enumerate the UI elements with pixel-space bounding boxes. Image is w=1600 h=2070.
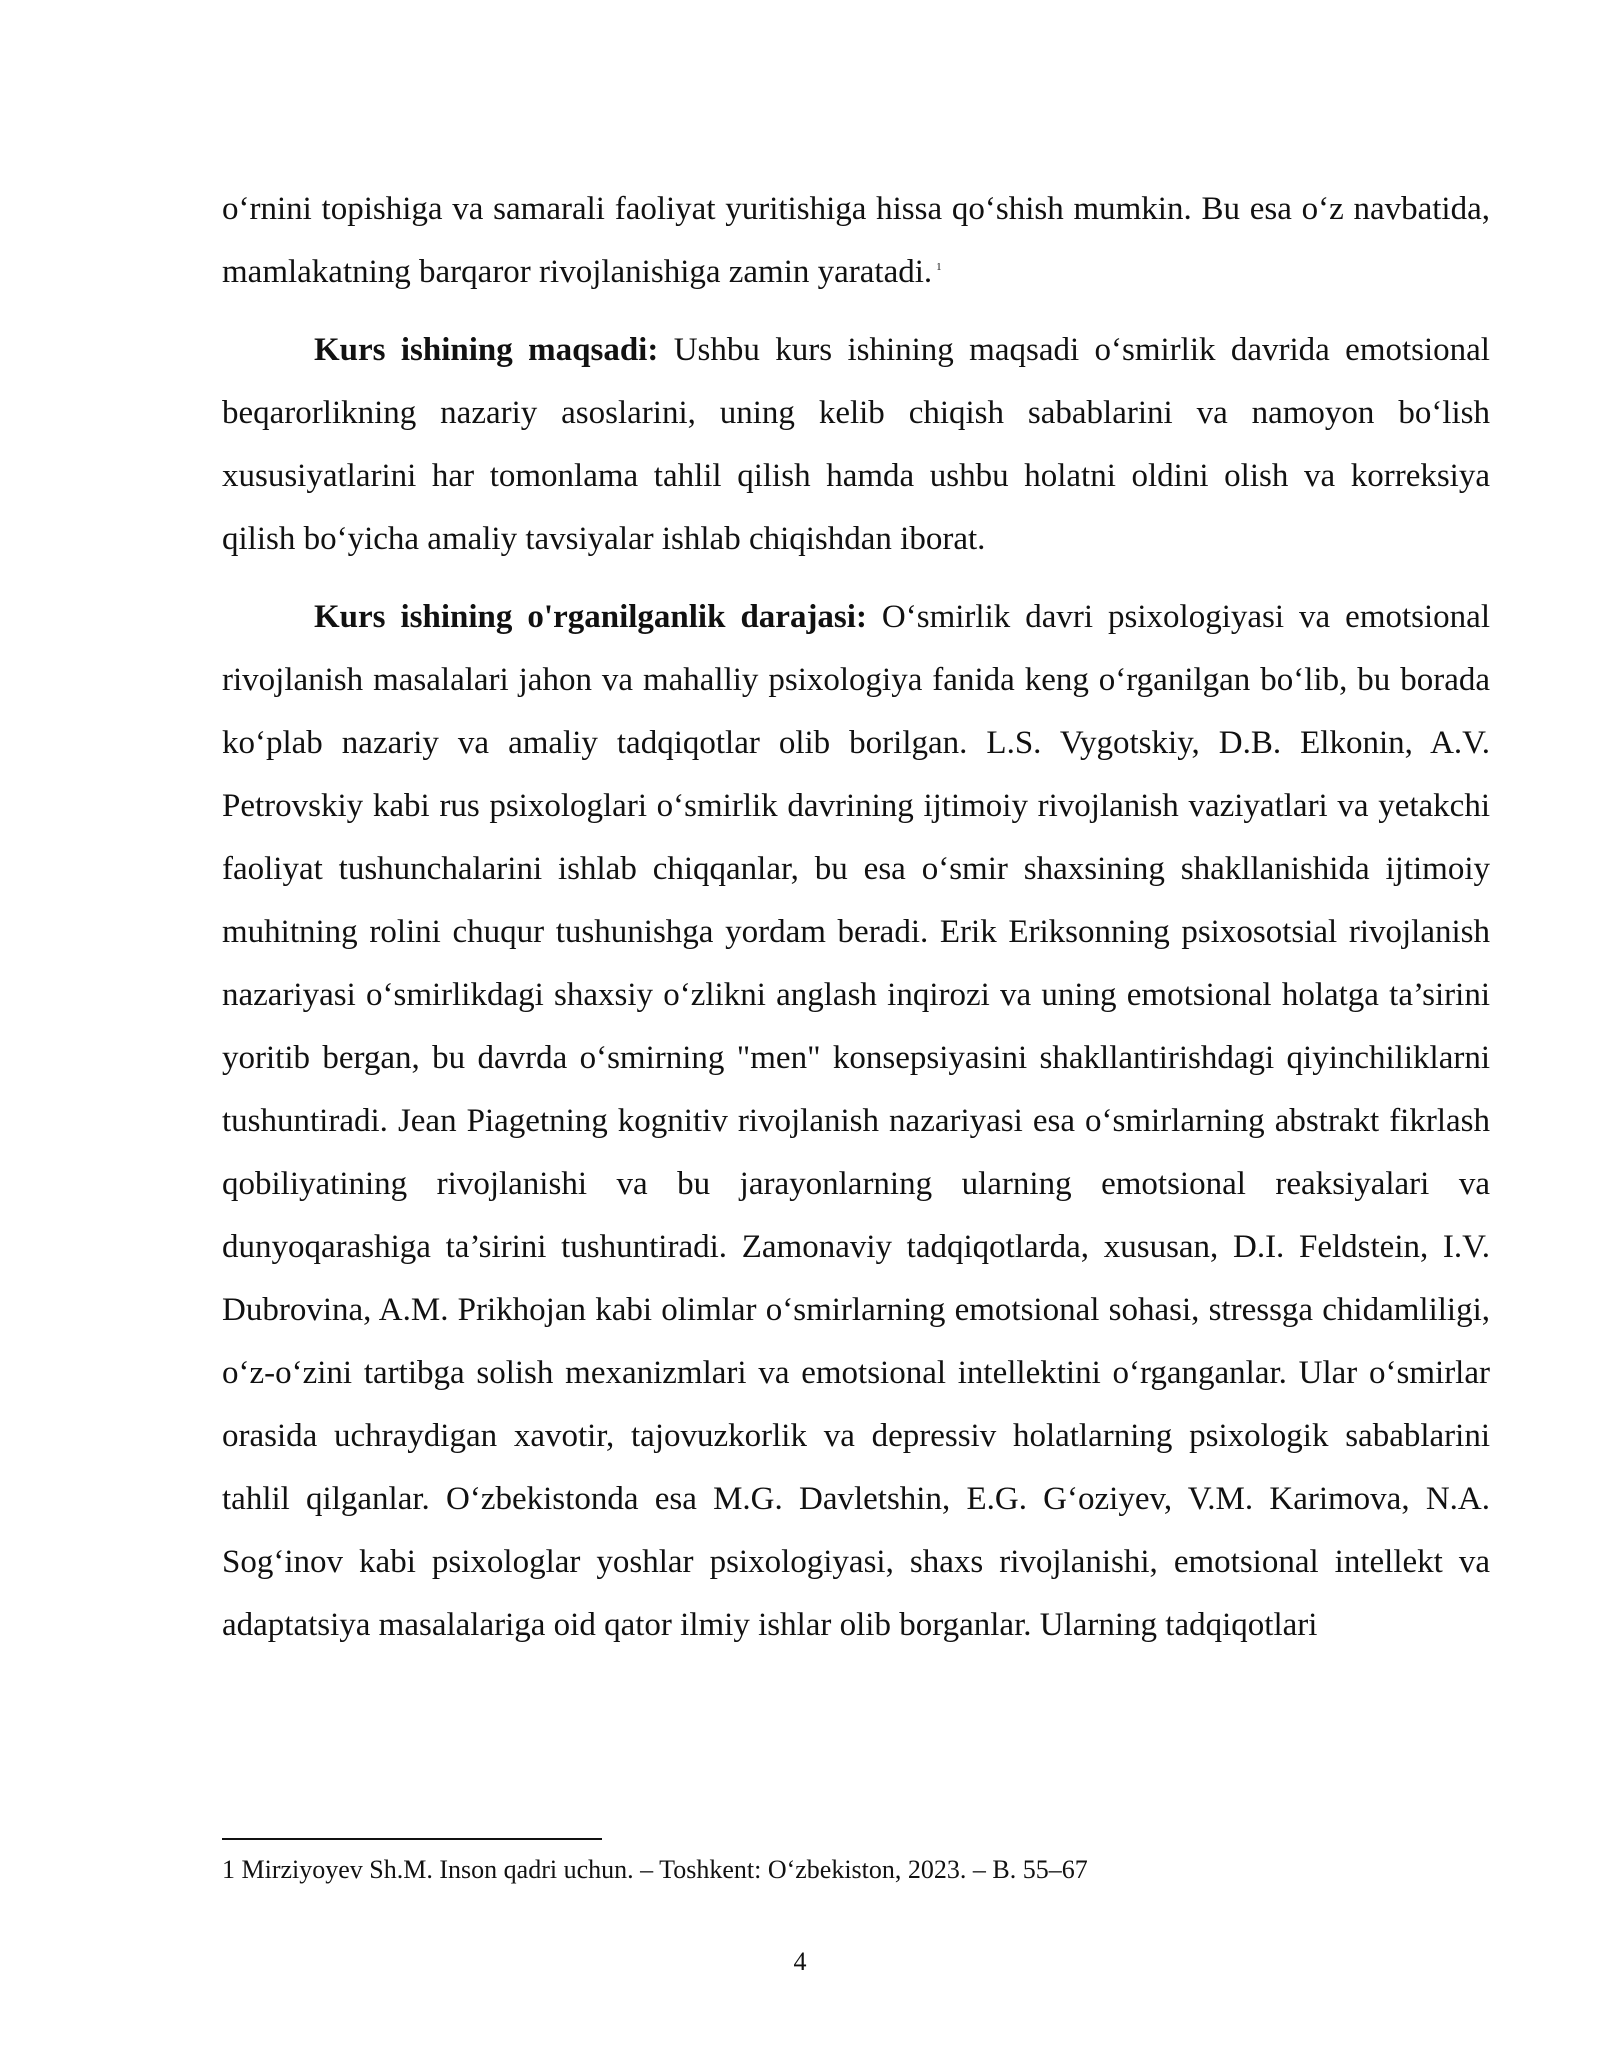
- paragraph-heading-goal: Kurs ishining maqsadi:: [314, 332, 659, 368]
- footnote-reference[interactable]: 1: [936, 261, 942, 273]
- paragraph-text: O‘smirlik davri psixologiyasi va emotsional rivojlanish masalalari jahon va mahalliy psixologiya fanida keng o‘rganilgan bo‘lib, bu borada ko‘plab nazariy va amaliy tadqiqotlar olib borilgan. L.S. Vygotskiy, D.B. Elkonin, A.V. Petrovskiy kabi rus psixologlari o‘smirlik davrining ijtimoiy rivojlanish vaziyatlari va yetakchi faoliyat tushunchalarini ishlab chiqqanlar, bu esa o‘smir shaxsining shakllanishida ijtimoiy muhitning rolini chuqur tushunishga yordam beradi. Erik Eriksonning psixosotsial rivojlanish nazariyasi o‘smirlikdagi shaxsiy o‘zlikni anglash inqirozi va uning emotsional holatga ta’sirini yoritib bergan, bu davrda o‘smirning "men" konsepsiyasini shakllantirishdagi qiyinchiliklarni tushuntiradi. Jean Piagetning kognitiv rivojlanish nazariyasi esa o‘smirlarning abstrakt fikrlash qobiliyatining rivojlanishi va bu jarayonlarning ularning emotsional reaksiyalari va dunyoqarashiga ta’sirini tushuntiradi. Zamonaviy tadqiqotlarda, xususan, D.I. Feldstein, I.V. Dubrovina, A.M. Prikhojan kabi olimlar o‘smirlarning emotsional sohasi, stressga chidamliligi, o‘z-o‘zini tartibga solish mexanizmlari va emotsional intellektini o‘rganganlar. Ular o‘smirlar orasida uchraydigan xavotir, tajovuzkorlik va depressiv holatlarning psixologik sabablarini tahlil qilganlar. O‘zbekistonda esa M.G. Davletshin, E.G. G‘oziyev, V.M. Karimova, N.A. Sog‘inov kabi psixologlar yoshlar psixologiyasi, shaxs rivojlanishi, emotsional intellekt va adaptatsiya masalalariga oid qator ilmiy ishlar olib borganlar. Ularning tadqiqotlari: [222, 599, 1490, 1643]
- document-body: [222, 178, 1490, 1657]
- paragraph-goal: [222, 319, 1490, 571]
- paragraph-continuation: [222, 178, 1490, 304]
- paragraph-study-level: [222, 586, 1490, 1657]
- page-number: 4: [793, 1947, 807, 1976]
- paragraph-text: o‘rnini topishiga va samarali faoliyat yuritishiga hissa qo‘shish mumkin. Bu esa o‘z navbatida, mamlakatning barqaror rivojlanishiga zamin yaratadi.: [222, 191, 1490, 290]
- footnote: 1 Mirziyoyev Sh.M. Inson qadri uchun. – Toshkent: O‘zbekiston, 2023. – B. 55–67: [222, 1855, 1088, 1884]
- paragraph-heading-study-level: Kurs ishining o'rganilganlik darajasi:: [314, 599, 867, 635]
- footnote-divider: [222, 1838, 602, 1840]
- paragraph-text: Ushbu kurs ishining maqsadi o‘smirlik davrida emotsional beqarorlikning nazariy asoslarini, uning kelib chiqish sabablarini va namoyon bo‘lish xususiyatlarini har tomonlama tahlil qilish hamda ushbu holatni oldini olish va korreksiya qilish bo‘yicha amaliy tavsiyalar ishlab chiqishdan iborat.: [222, 332, 1490, 557]
